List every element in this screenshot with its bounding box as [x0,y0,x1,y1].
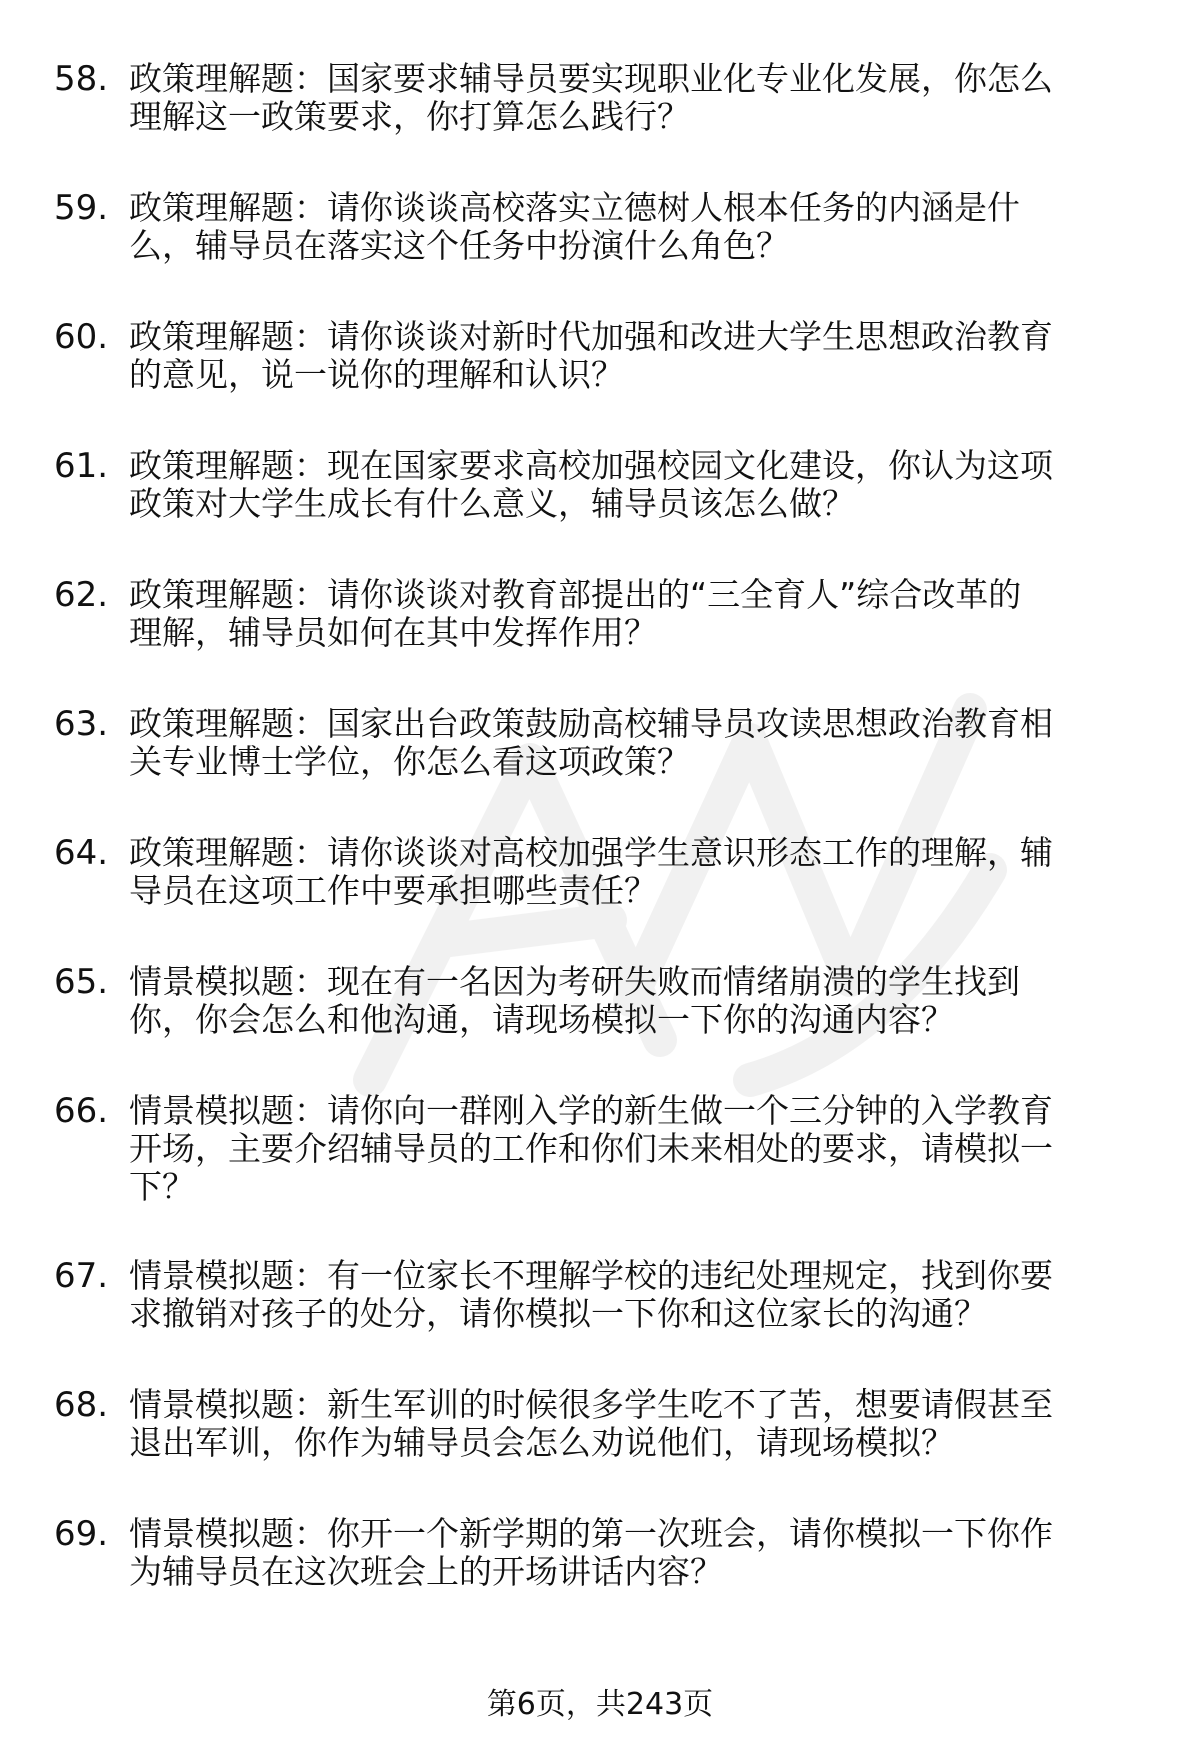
question-text-line: 政策理解题：请你谈谈对新时代加强和改进大学生思想政治教育 [129,317,1053,356]
question-number: 67. [54,1256,109,1296]
question-number: 63. [54,704,109,744]
question-number: 66. [54,1091,109,1131]
question-text [129,447,1139,523]
question-number: 60. [54,317,109,357]
question-number: 68. [54,1385,109,1425]
question-item [0,1386,1200,1515]
question-text [129,1257,1139,1333]
question-text-line: 关专业博士学位，你怎么看这项政策？ [129,742,690,781]
page-footer [0,1685,1200,1725]
question-text-line: 开场，主要介绍辅导员的工作和你们未来相处的要求，请模拟一 [129,1129,1053,1168]
question-item [0,1257,1200,1386]
question-text-line: 你，你会怎么和他沟通，请现场模拟一下你的沟通内容？ [129,1000,954,1039]
question-text-line: 政策理解题：国家要求辅导员要实现职业化专业化发展，你怎么 [129,59,1053,98]
question-text-line: 下？ [129,1167,195,1206]
question-text-line: 情景模拟题：有一位家长不理解学校的违纪处理规定，找到你要 [129,1256,1053,1295]
question-text [129,318,1139,394]
question-item [0,705,1200,834]
question-text-line: 政策理解题：国家出台政策鼓励高校辅导员攻读思想政治教育相 [129,704,1053,743]
question-item [0,318,1200,447]
question-list [0,60,1200,1644]
question-text-line: 情景模拟题：请你向一群刚入学的新生做一个三分钟的入学教育 [129,1091,1053,1130]
question-text-line: 情景模拟题：你开一个新学期的第一次班会，请你模拟一下你作 [129,1514,1053,1553]
question-item [0,1515,1200,1644]
question-item [0,60,1200,189]
question-number: 58. [54,59,109,99]
question-number: 69. [54,1514,109,1554]
question-text-line: 理解，辅导员如何在其中发挥作用？ [129,613,657,652]
question-number: 64. [54,833,109,873]
question-item [0,447,1200,576]
question-text-line: 为辅导员在这次班会上的开场讲话内容？ [129,1552,723,1591]
question-text-line: 情景模拟题：现在有一名因为考研失败而情绪崩溃的学生找到 [129,962,1020,1001]
question-text-line: 么，辅导员在落实这个任务中扮演什么角色？ [129,226,789,265]
question-item [0,576,1200,705]
question-text-line: 求撤销对孩子的处分，请你模拟一下你和这位家长的沟通？ [129,1294,987,1333]
question-text [129,189,1139,265]
question-item [0,834,1200,963]
question-item [0,189,1200,318]
question-text [129,1386,1139,1462]
question-number: 62. [54,575,109,615]
question-text [129,576,1139,652]
question-item [0,963,1200,1092]
question-item [0,1092,1200,1257]
question-text [129,963,1139,1039]
question-number: 59. [54,188,109,228]
question-text-line: 理解这一政策要求，你打算怎么践行？ [129,97,690,136]
question-text-line: 政策理解题：请你谈谈对教育部提出的“三全育人”综合改革的 [129,575,1022,614]
question-text [129,1515,1139,1591]
question-text-line: 政策理解题：请你谈谈对高校加强学生意识形态工作的理解，辅 [129,833,1053,872]
question-text-line: 政策对大学生成长有什么意义，辅导员该怎么做？ [129,484,855,523]
question-text-line: 退出军训，你作为辅导员会怎么劝说他们，请现场模拟？ [129,1423,954,1462]
question-number: 61. [54,446,109,486]
question-text-line: 的意见，说一说你的理解和认识？ [129,355,624,394]
question-text [129,1092,1139,1206]
page-number-label: 第6页，共243页 [486,1687,714,1722]
question-text [129,705,1139,781]
question-number: 65. [54,962,109,1002]
question-text-line: 政策理解题：请你谈谈高校落实立德树人根本任务的内涵是什 [129,188,1020,227]
question-text-line: 政策理解题：现在国家要求高校加强校园文化建设，你认为这项 [129,446,1053,485]
question-text [129,834,1139,910]
question-text-line: 导员在这项工作中要承担哪些责任？ [129,871,657,910]
question-text [129,60,1139,136]
question-text-line: 情景模拟题：新生军训的时候很多学生吃不了苦，想要请假甚至 [129,1385,1053,1424]
